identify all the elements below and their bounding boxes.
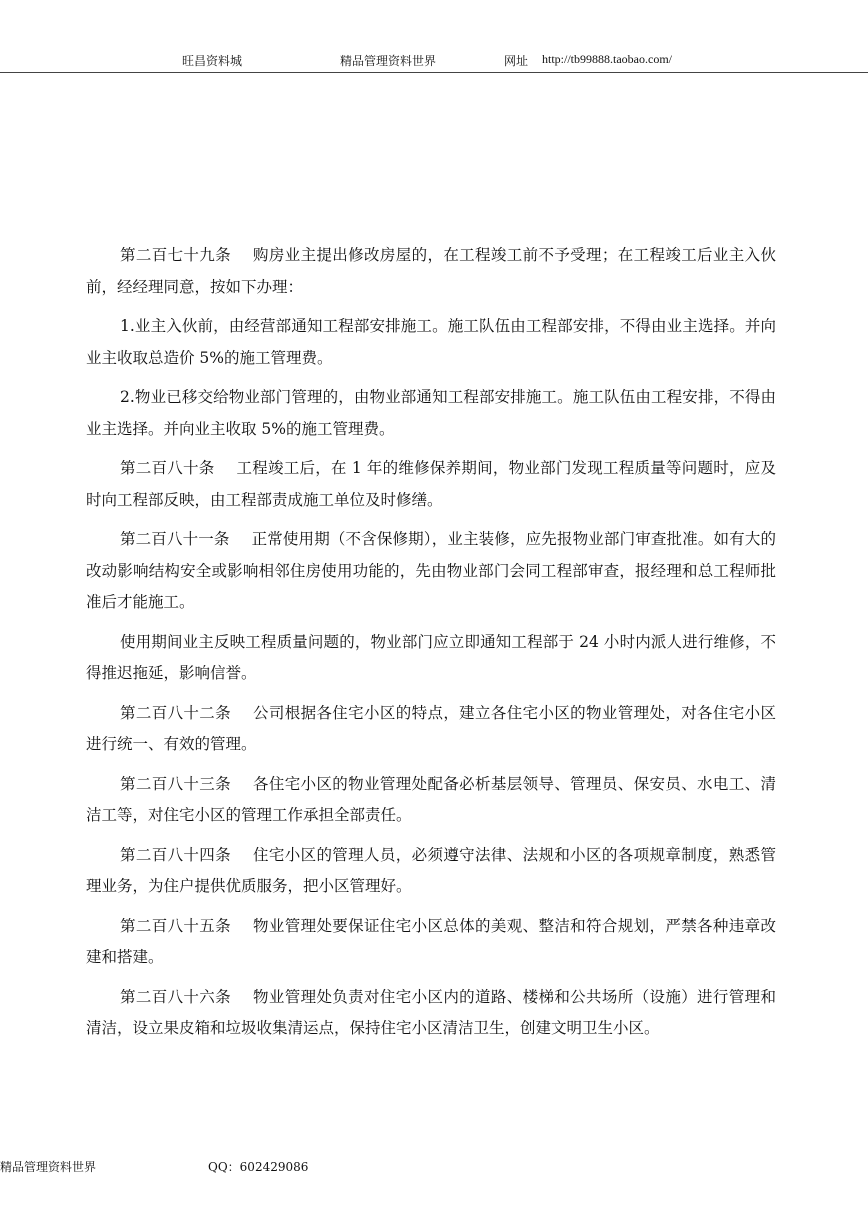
article-number: 第二百八十六条 [120,987,232,1006]
article-text: 住宅小区的管理人员，必须遵守法律、法规和小区的各项规章制度，熟悉管理业务，为住户提供优质服务，把小区管理好。 [86,845,776,895]
article-number: 第二百八十条 [120,459,215,477]
article-paragraph [86,911,776,974]
header-url[interactable]: http://tb99888.taobao.com/ [542,52,672,66]
article-paragraph [86,769,776,832]
article-paragraph [86,982,776,1045]
article-number: 第二百八十一条 [120,530,230,548]
footer-qq: QQ：602429086 [208,1160,309,1174]
article-text: 1.业主入伙前，由经营部通知工程部安排施工。施工队伍由工程部安排，不得由业主选择。并向业主收取总造价 5%的施工管理费。 [86,317,776,367]
article-number: 第二百八十二条 [120,703,232,722]
article-text: 使用期间业主反映工程质量问题的，物业部门应立即通知工程部于 24 小时内派人进行维修，不得推迟拖延，影响信誉。 [86,632,776,682]
article-text: 各住宅小区的物业管理处配备必析基层领导、管理员、保安员、水电工、清洁工等，对住宅小区的管理工作承担全部责任。 [86,774,776,824]
article-text: 正常使用期（不含保修期），业主装修，应先报物业部门审查批准。如有大的改动影响结构安全或影响相邻住房使用功能的，先由物业部门会同工程部审查，报经理和总工程师批准后才能施工。 [86,530,776,611]
article-text: 物业管理处要保证住宅小区总体的美观、整洁和符合规划，严禁各种违章改建和搭建。 [86,916,776,966]
article-paragraph [86,524,776,619]
article-paragraph [86,382,776,445]
article-number: 第二百八十三条 [120,774,232,793]
article-paragraph [86,627,776,690]
article-text: 购房业主提出修改房屋的，在工程竣工前不予受理；在工程竣工后业主入伙前，经经理同意，按如下办理： [86,246,776,296]
article-text: 2.物业已移交给物业部门管理的，由物业部通知工程部安排施工。施工队伍由工程安排，不得由业主选择。并向业主收取 5%的施工管理费。 [86,388,776,438]
article-paragraph [86,311,776,374]
article-number: 第二百七十九条 [120,246,232,264]
article-paragraph [86,698,776,761]
header-site-name: 旺昌资料城 [182,54,243,68]
footer-title: 精品管理资料世界 [0,1160,97,1174]
header-title: 精品管理资料世界 [340,54,437,68]
article-paragraph [86,453,776,516]
document-body [86,240,776,1053]
article-paragraph [86,840,776,903]
article-text: 工程竣工后，在 1 年的维修保养期间，物业部门发现工程质量等问题时，应及时向工程部反映，由工程部责成施工单位及时修缮。 [86,459,776,509]
header-url-label: 网址 [504,54,529,68]
page-header [0,50,868,73]
article-text: 公司根据各住宅小区的特点，建立各住宅小区的物业管理处，对各住宅小区进行统一、有效的管理。 [86,703,776,753]
page-footer [0,1158,868,1178]
article-number: 第二百八十四条 [120,845,232,864]
article-paragraph [86,240,776,303]
article-number: 第二百八十五条 [120,916,232,935]
article-text: 物业管理处负责对住宅小区内的道路、楼梯和公共场所（设施）进行管理和清洁，设立果皮箱和垃圾收集清运点，保持住宅小区清洁卫生，创建文明卫生小区。 [86,987,776,1037]
